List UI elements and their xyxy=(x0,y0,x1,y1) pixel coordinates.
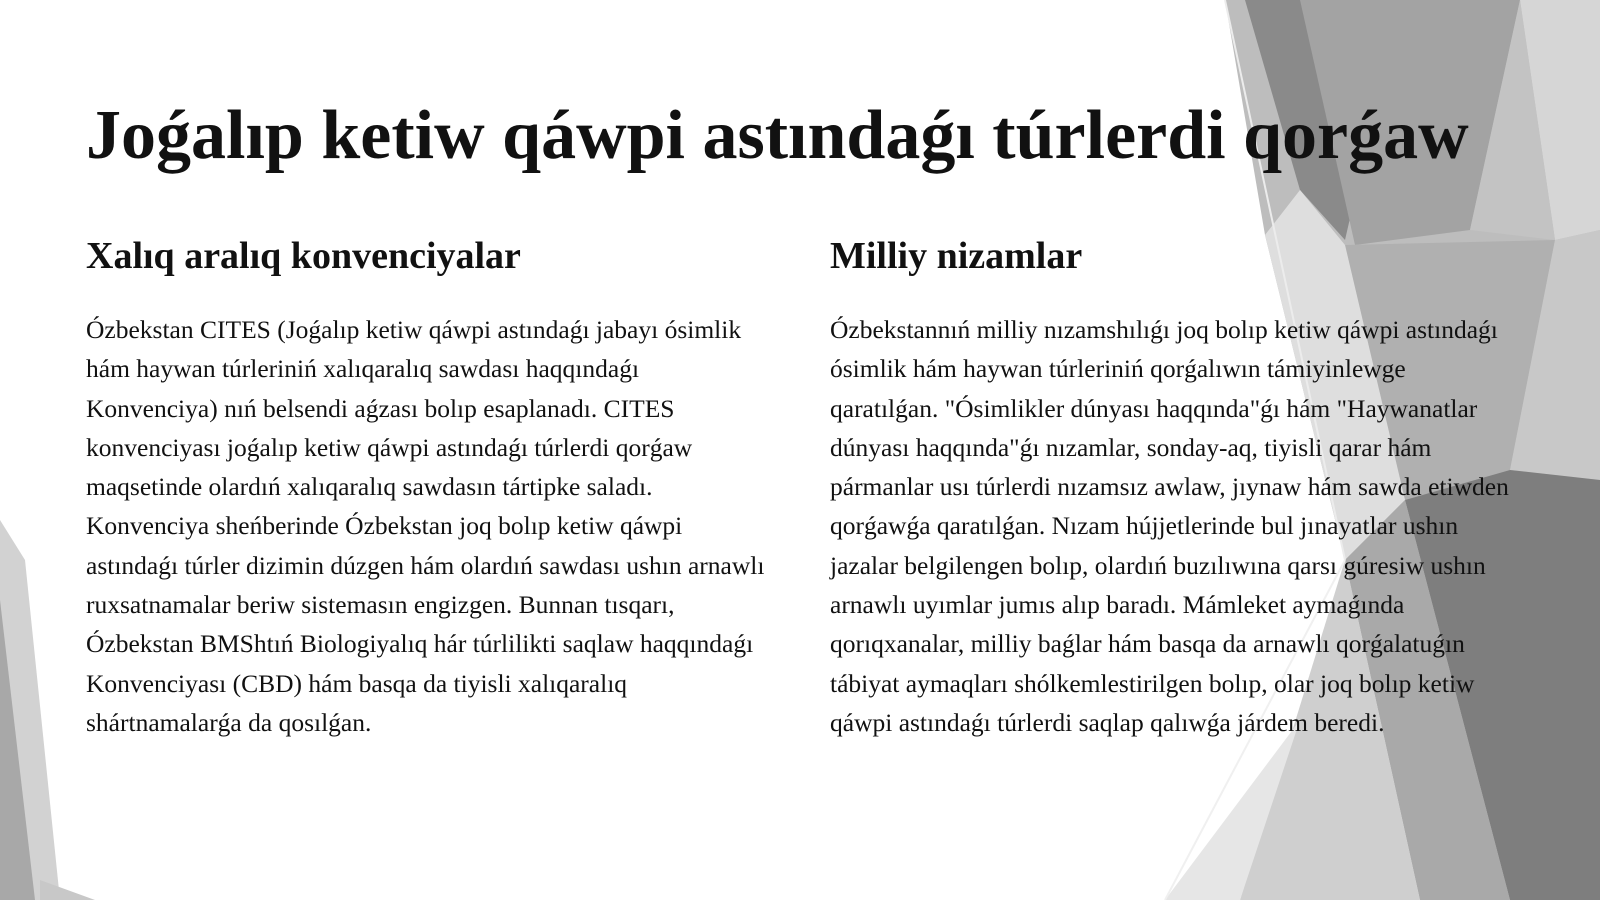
international-conventions-column xyxy=(86,230,776,742)
international-conventions-heading: Xalıq aralıq konvenciyalar xyxy=(86,235,521,277)
national-laws-column xyxy=(830,230,1520,742)
national-laws-heading: Milliy nizamlar xyxy=(830,235,1083,277)
international-conventions-text: Ózbekstan CITES (Joǵalıp ketiw qáwpi astındaǵı jabayı ósimlik hám haywan túrleriniń xalıqaralıq sawdası haqqındaǵı Konvenciya) nıń belsendi aǵzası bolıp esaplanadı. CITES konvenciyası joǵalıp ketiw qáwpi astındaǵı túrlerdi qorǵaw maqsetinde olardıń xalıqaralıq sawdasın tártipke saladı. Konvenciya sheńberinde Ózbekstan joq bolıp ketiw qáwpi astındaǵı túrler dizimin dúzgen hám olardıń sawdası ushın arnawlı ruxsatnamalar beriw sistemasın engizgen. Bunnan tısqarı, Ózbekstan BMShtıń Biologiyalıq hár túrlilikti saqlaw haqqındaǵı Konvenciyası (CBD) hám basqa da tiyisli xalıqaralıq shártnamalarǵa da qosılǵan. xyxy=(86,315,765,737)
national-laws-text: Ózbekstannıń milliy nızamshılıǵı joq bolıp ketiw qáwpi astındaǵı ósimlik hám haywan túrleriniń qorǵalıwın támiyinlewge qaratılǵan. "Ósimlikler dúnyası haqqında"ǵı hám "Haywanatlar dúnyası haqqında"ǵı nızamlar, sonday-aq, tiyisli qarar hám pármanlar usı túrlerdi nızamsız awlaw, jıynaw hám sawda etiwden qorǵawǵa qaratılǵan. Nızam hújjetlerinde bul jınayatlar ushın jazalar belgilengen bolıp, olardıń buzılıwına qarsı gúresiw ushın arnawlı uyımlar jumıs alıp baradı. Mámleket aymaǵında qorıqxanalar, milliy baǵlar hám basqa da arnawlı qorǵalatuǵın tábiyat aymaqları shólkemlestirilgen bolıp, olar joq bolıp ketiw qáwpi astındaǵı túrlerdi saqlap qalıwǵa járdem beredi. xyxy=(830,315,1509,737)
slide-title: Joǵalıp ketiw qáwpi astındaǵı túrlerdi qorǵaw xyxy=(86,97,1469,174)
